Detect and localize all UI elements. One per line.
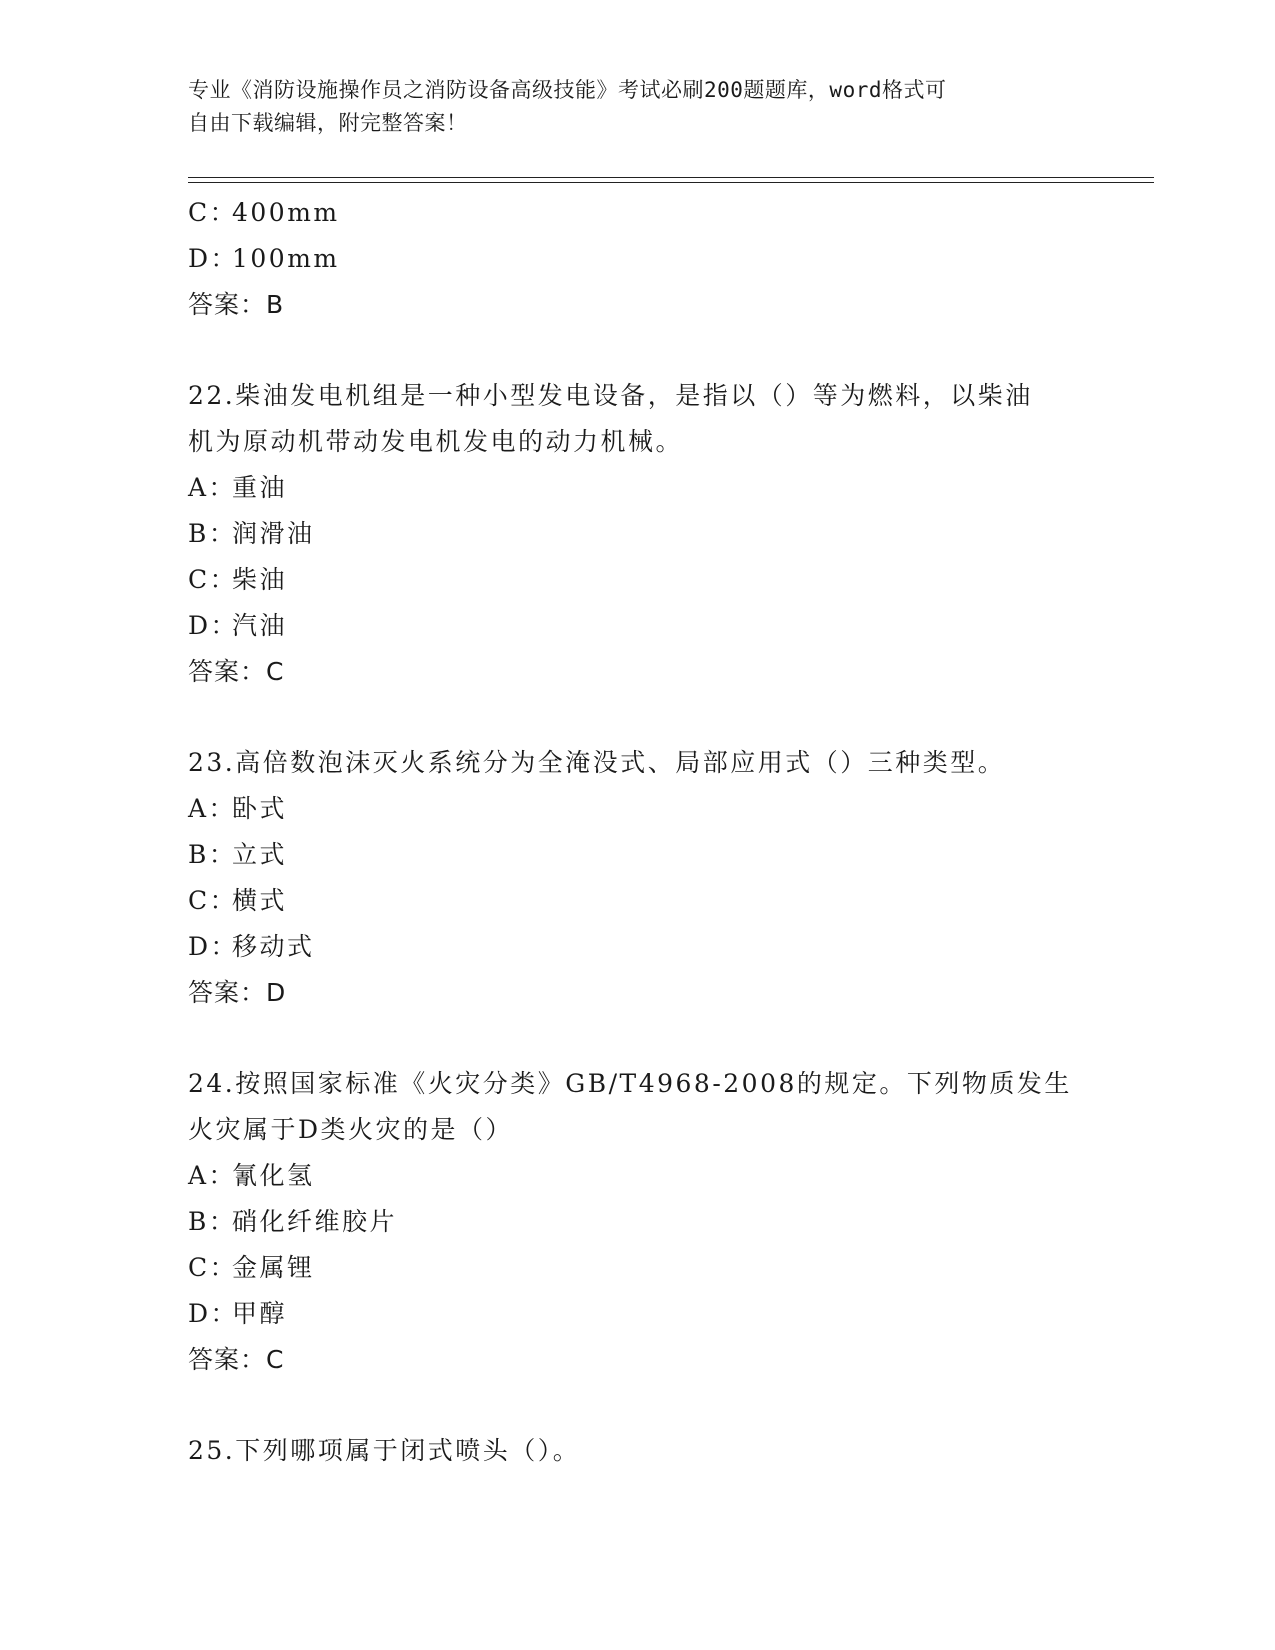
header-divider-bottom	[188, 182, 1154, 183]
option-b: B：润滑油	[188, 519, 315, 548]
option-c: C：横式	[188, 886, 288, 915]
option-c: C：400mm	[188, 198, 340, 227]
question-text: 23.高倍数泡沫灭火系统分为全淹没式、局部应用式（）三种类型。	[188, 748, 1006, 777]
question-text: 24.按照国家标准《火灾分类》GB/T4968-2008的规定。下列物质发生	[188, 1069, 1072, 1098]
question-text: 火灾属于D类火灾的是（）	[188, 1115, 514, 1144]
option-c: C：柴油	[188, 565, 288, 594]
option-a: A：氰化氢	[188, 1161, 315, 1190]
continued-question	[188, 190, 1088, 328]
document-header	[188, 74, 1068, 140]
question-25	[188, 1428, 1088, 1474]
question-22	[188, 373, 1088, 695]
option-b: B：硝化纤维胶片	[188, 1207, 398, 1236]
option-a: A：卧式	[188, 794, 288, 823]
question-23	[188, 740, 1088, 1016]
answer-line: 答案：C	[188, 657, 285, 686]
option-d: D：移动式	[188, 932, 315, 961]
question-text: 机为原动机带动发电机发电的动力机械。	[188, 427, 684, 456]
question-text: 22.柴油发电机组是一种小型发电设备，是指以（）等为燃料，以柴油	[188, 381, 1033, 410]
question-24	[188, 1061, 1088, 1383]
question-content	[188, 190, 1088, 1474]
option-a: A：重油	[188, 473, 288, 502]
answer-line: 答案：C	[188, 1345, 285, 1374]
answer-line: 答案：D	[188, 978, 287, 1007]
option-d: D：甲醇	[188, 1299, 288, 1328]
header-line-2: 自由下载编辑，附完整答案！	[188, 111, 468, 135]
answer-line: 答案：B	[188, 290, 285, 319]
option-b: B：立式	[188, 840, 288, 869]
option-c: C：金属锂	[188, 1253, 315, 1282]
header-line-1: 专业《消防设施操作员之消防设备高级技能》考试必刷200题题库，word格式可	[188, 78, 947, 102]
option-d: D：100mm	[188, 244, 340, 273]
option-d: D：汽油	[188, 611, 288, 640]
header-divider-top	[188, 177, 1154, 178]
question-text: 25.下列哪项属于闭式喷头（）。	[188, 1436, 581, 1465]
